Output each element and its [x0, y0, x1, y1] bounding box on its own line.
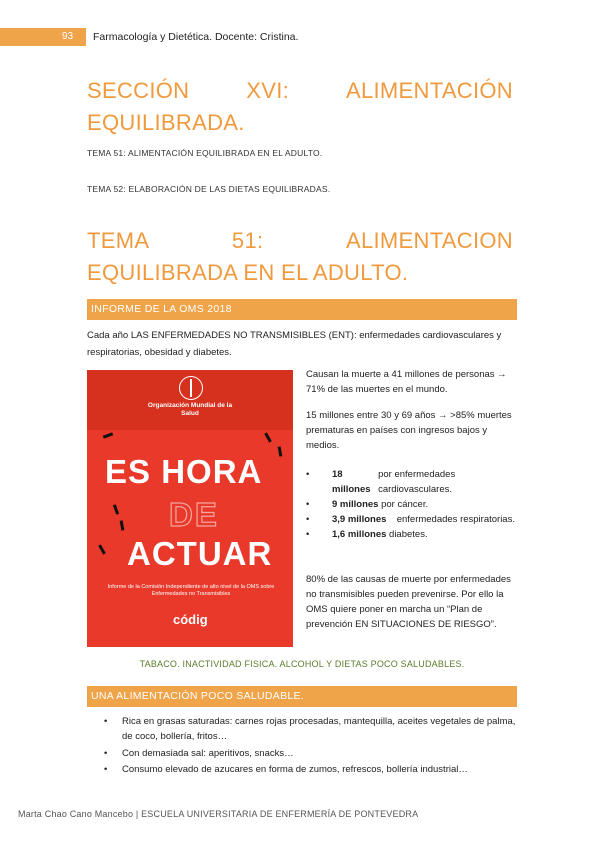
bullet-dot-icon: • — [104, 748, 108, 759]
page-number: 93 — [62, 31, 74, 42]
bullet-dot-icon: • — [306, 529, 310, 540]
poster-caption: TABACO. INACTIVIDAD FISICA. ALCOHOL Y DIETAS POCO SALUDABLES. — [139, 659, 465, 669]
bullet-dot-icon: • — [104, 716, 108, 727]
toc-item-52[interactable]: TEMA 52: ELABORACIÓN DE LAS DIETAS EQUILIBRADAS. — [87, 184, 331, 194]
stats-paragraph-2: 15 millones entre 30 y 69 años → >85% muertes prematuras en países con ingresos bajos y medios. — [306, 410, 512, 451]
stat-number: 1,6 millones — [332, 529, 387, 540]
decor-dash — [120, 520, 125, 530]
decor-dash — [113, 504, 119, 514]
section-banner-unhealthy-diet — [87, 686, 517, 707]
unhealthy-diet-list — [87, 714, 517, 777]
bullet-dot-icon: • — [306, 514, 310, 525]
page-footer: Marta Chao Cano Mancebo | ESCUELA UNIVERSITARIA DE ENFERMERÍA DE PONTEVEDRA — [18, 809, 419, 819]
decor-dash — [264, 432, 272, 442]
stat-number: 9 millones — [332, 499, 379, 510]
list-item: • Rica en grasas saturadas: carnes rojas procesadas, mantequilla, aceites vegetales de palma, de coco, bollería, fritos… — [104, 716, 516, 742]
stat-text: por enfermedades cardiovasculares. — [378, 469, 456, 495]
who-emblem-icon — [179, 376, 203, 400]
poster-brand-logo: códig — [173, 612, 208, 627]
poster-headline-3: ACTUAR — [127, 535, 273, 572]
stats-paragraph-3: 80% de las causas de muerte por enfermedades no transmisibles pueden prevenirse. Por ello la OMS quiere poner en marcha un “Plan de prevención EN SITUACIONES DE RIESGO”. — [306, 574, 511, 630]
banner-label: INFORME DE LA OMS 2018 — [91, 303, 232, 315]
banner-label: UNA ALIMENTACIÓN POCO SALUDABLE. — [91, 690, 305, 702]
section-banner-oms — [87, 299, 517, 320]
list-item: • Consumo elevado de azucares en forma de zumos, refrescos, bollería industrial… — [104, 764, 468, 775]
decor-dash — [278, 446, 283, 456]
stat-text: diabetes. — [389, 529, 428, 540]
section-title-word: ALIMENTACIÓN — [346, 78, 513, 103]
stats-bullet — [306, 467, 515, 497]
bullet-dot-icon: • — [104, 764, 108, 775]
section-title-line2: EQUILIBRADA. — [87, 110, 245, 135]
poster-org-name: Organización Mundial de la Salud — [147, 402, 233, 417]
topic-title-word: TEMA — [87, 228, 150, 253]
stat-number: 3,9 millones — [332, 514, 387, 525]
topic-title — [87, 225, 513, 289]
bullet-dot-icon: • — [306, 499, 310, 510]
stats-bullet — [306, 512, 515, 527]
section-title-word: XVI: — [246, 78, 290, 103]
intro-paragraph: Cada año LAS ENFERMEDADES NO TRANSMISIBLES (ENT): enfermedades cardiovasculares y respiratorias, obesidad y diabetes. — [87, 330, 502, 358]
decor-dash — [103, 432, 113, 438]
topic-title-word: ALIMENTACION — [345, 228, 513, 253]
topic-title-line2: EQUILIBRADA EN EL ADULTO. — [87, 260, 409, 285]
bullet-dot-icon: • — [306, 469, 310, 480]
stats-bullet-list — [306, 467, 515, 542]
stats-paragraph-1: Causan la muerte a 41 millones de personas → 71% de las muertes en el mundo. — [306, 369, 507, 395]
who-poster-image — [87, 370, 293, 647]
stat-text: por cáncer. — [381, 499, 429, 510]
stat-text: enfermedades respiratorias. — [396, 514, 515, 525]
stat-number: 18 millones — [332, 469, 371, 495]
toc-item-51[interactable]: TEMA 51: ALIMENTACIÓN EQUILIBRADA EN EL ADULTO. — [87, 148, 323, 158]
poster-headline-1: ES HORA — [105, 453, 263, 490]
list-item: • Con demasiada sal: aperitivos, snacks… — [104, 748, 294, 759]
section-title — [87, 75, 513, 139]
stats-bullet — [306, 527, 515, 542]
topic-title-word: 51: — [231, 228, 264, 253]
stats-bullet — [306, 497, 515, 512]
decor-dash — [98, 544, 106, 554]
poster-subtitle: Informe de la Comisión Independiente de alto nivel de la OMS sobre Enfermedades no Transmisibles — [107, 584, 275, 597]
poster-headline-2: DE — [169, 496, 219, 533]
section-title-word: SECCIÓN — [87, 78, 190, 103]
header-title: Farmacología y Dietética. Docente: Cristina. — [93, 31, 299, 43]
